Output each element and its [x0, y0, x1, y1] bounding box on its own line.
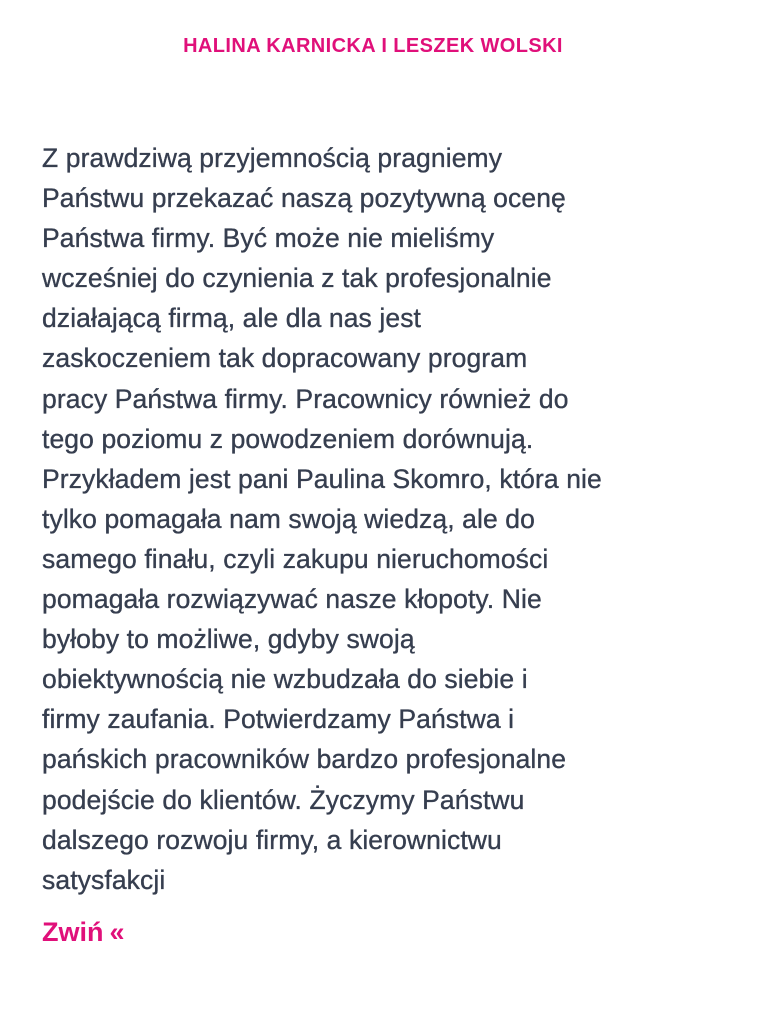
- text-line: pracy Państwa firmy. Pracownicy również do: [42, 383, 569, 414]
- text-line: działającą firmą, ale dla nas jest: [42, 303, 422, 334]
- text-line: tego poziomu z powodzeniem dorównują.: [42, 423, 534, 454]
- testimonial-author: HALINA KARNICKA I LESZEK WOLSKI: [183, 35, 563, 57]
- text-line: Przykładem jest pani Paulina Skomro, która nie: [42, 463, 602, 494]
- text-line: podejście do klientów. Życzymy Państwu: [42, 784, 525, 815]
- text-line: tylko pomagała nam swoją wiedzą, ale do: [42, 503, 535, 534]
- collapse-label: Zwiń: [42, 917, 104, 947]
- text-line: dalszego rozwoju firmy, a kierownictwu: [42, 824, 502, 855]
- text-line: Z prawdziwą przyjemnością pragniemy: [42, 143, 503, 173]
- text-line: obiektywnością nie wzbudzała do siebie i: [42, 664, 528, 695]
- text-line: byłoby to możliwe, gdyby swoją: [42, 624, 415, 655]
- text-line: zaskoczeniem tak dopracowany program: [42, 343, 528, 374]
- text-line: satysfakcji: [42, 864, 166, 895]
- testimonial-text: [42, 138, 714, 900]
- text-line: pomagała rozwiązywać nasze kłopoty. Nie: [42, 584, 542, 615]
- text-line: wcześniej do czynienia z tak profesjonalnie: [42, 263, 552, 294]
- text-line: samego finału, czyli zakupu nieruchomości: [42, 543, 549, 574]
- double-chevron-left-icon: «: [109, 917, 125, 947]
- collapse-link[interactable]: [42, 914, 125, 950]
- text-line: Państwu przekazać naszą pozytywną ocenę: [42, 183, 566, 214]
- text-line: firmy zaufania. Potwierdzamy Państwa i: [42, 704, 515, 735]
- text-line: Państwa firmy. Być może nie mieliśmy: [42, 223, 495, 254]
- text-line: pańskich pracowników bardzo profesjonalne: [42, 744, 567, 775]
